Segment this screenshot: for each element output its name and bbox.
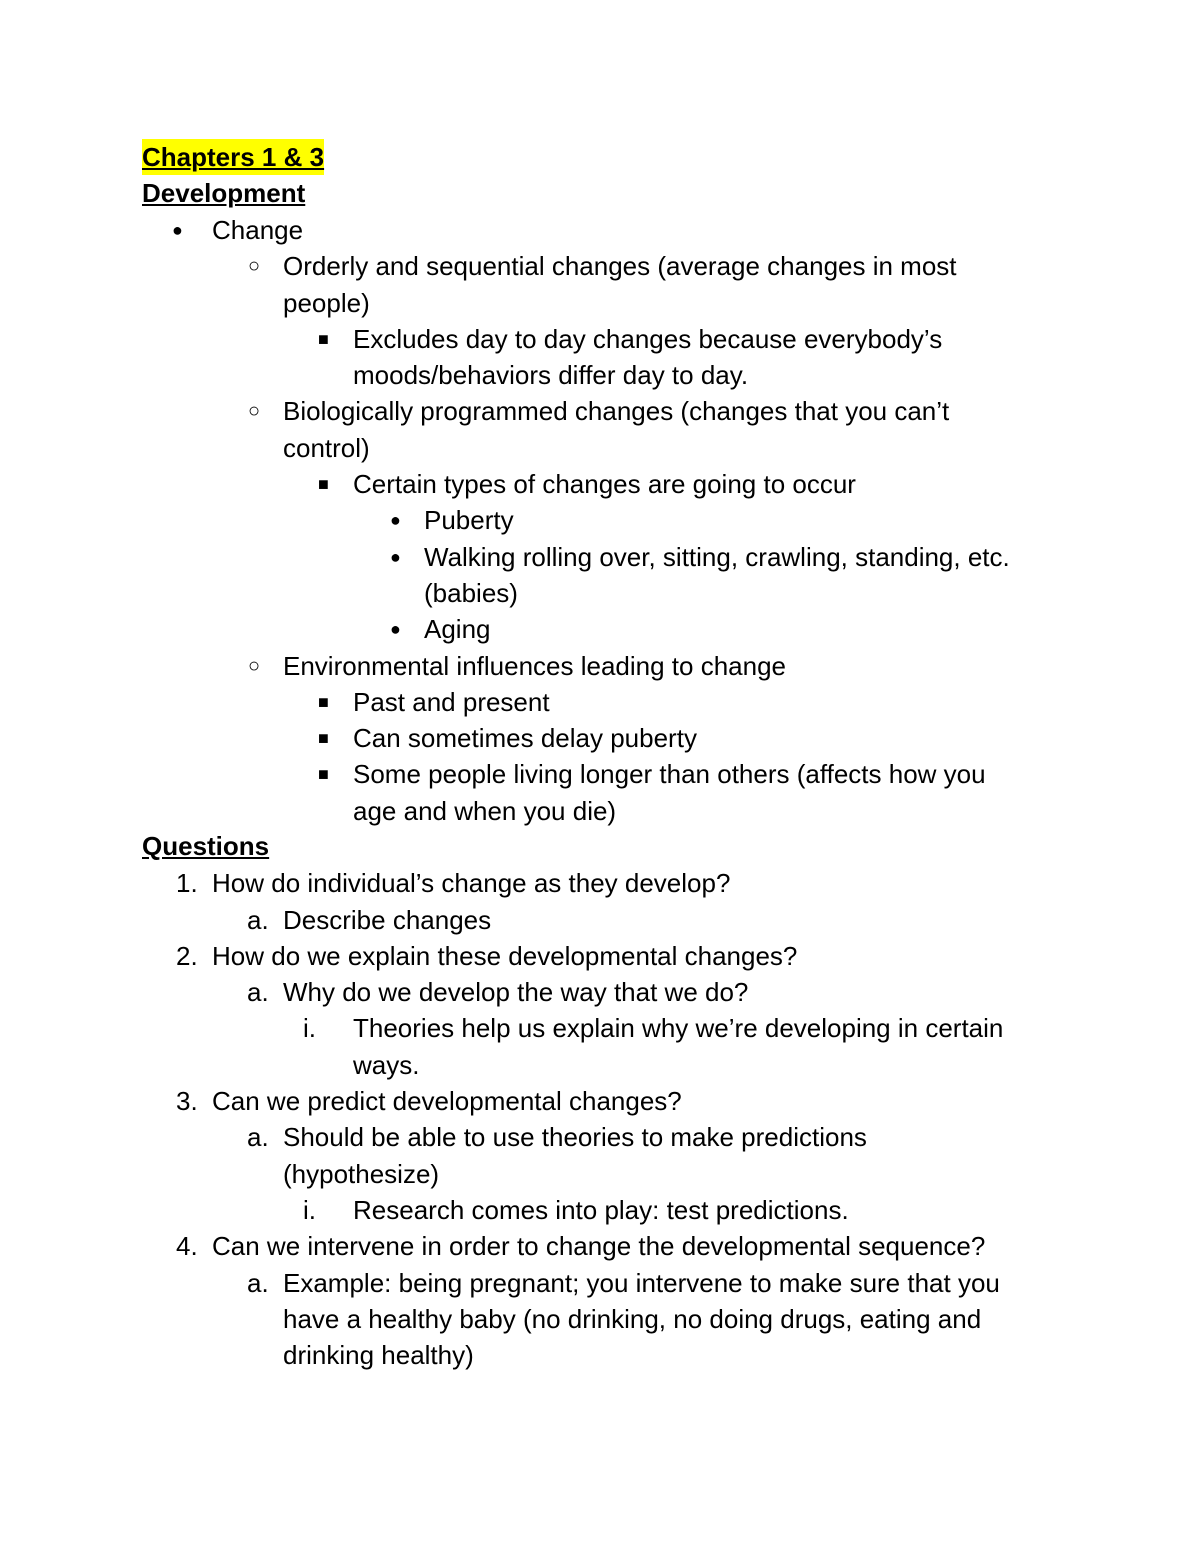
list-roman: i. [303,1013,316,1043]
list-item-text: Why do we develop the way that we do? [283,977,749,1007]
list-number: 2. [176,941,198,971]
bullet-square-icon: ■ [318,474,329,494]
list-item-text: Change [212,215,304,245]
list-item-text: Excludes day to day changes because everybody’s [353,324,943,354]
list-item-text: Past and present [353,687,550,717]
list-item-text: control) [283,433,370,463]
bullet-square-icon: ■ [318,728,329,748]
list-item-text: Should be able to use theories to make predictions [283,1122,867,1152]
bullet-dot-icon: ● [390,547,401,567]
list-roman: i. [303,1195,316,1225]
development-heading: Development [142,178,306,208]
list-item-text: ways. [353,1050,420,1080]
list-item-text: Some people living longer than others (affects how you [353,759,986,789]
bullet-dot-icon: ● [172,220,183,240]
list-item-text: Aging [424,614,491,644]
bullet-circle-icon: ○ [248,655,261,677]
list-letter: a. [247,1122,269,1152]
list-letter: a. [247,977,269,1007]
list-item-text: Orderly and sequential changes (average changes in most [283,251,957,281]
questions-heading: Questions [142,831,270,861]
list-item-text: Biologically programmed changes (changes that you can’t [283,396,950,426]
list-item-text: drinking healthy) [283,1340,474,1370]
list-letter: a. [247,905,269,935]
list-item-text: Describe changes [283,905,492,935]
bullet-square-icon: ■ [318,329,329,349]
list-item-text: (hypothesize) [283,1159,440,1189]
list-item-text: moods/behaviors differ day to day. [353,360,749,390]
list-item-text: Research comes into play: test predictions. [353,1195,849,1225]
list-number: 3. [176,1086,198,1116]
list-item-text: Can we intervene in order to change the developmental sequence? [212,1231,986,1261]
list-item-text: Puberty [424,505,514,535]
bullet-dot-icon: ● [390,619,401,639]
list-number: 4. [176,1231,198,1261]
list-item-text: (babies) [424,578,518,608]
list-item-text: Walking rolling over, sitting, crawling, standing, etc. [424,542,1010,572]
list-item-text: How do individual’s change as they develop? [212,868,731,898]
bullet-circle-icon: ○ [248,255,261,277]
list-item-text: Example: being pregnant; you intervene to make sure that you [283,1268,1000,1298]
list-item-text: Can we predict developmental changes? [212,1086,682,1116]
bullet-square-icon: ■ [318,764,329,784]
list-item-text: people) [283,288,370,318]
list-letter: a. [247,1268,269,1298]
bullet-circle-icon: ○ [248,400,261,422]
list-item-text: Environmental influences leading to change [283,651,787,681]
list-item-text: Certain types of changes are going to occur [353,469,856,499]
list-item-text: How do we explain these developmental changes? [212,941,798,971]
bullet-dot-icon: ● [390,510,401,530]
list-number: 1. [176,868,198,898]
page-title: Chapters 1 & 3 [142,139,324,175]
list-item-text: have a healthy baby (no drinking, no doing drugs, eating and [283,1304,982,1334]
list-item-text: age and when you die) [353,796,617,826]
list-item-text: Theories help us explain why we’re developing in certain [353,1013,1004,1043]
bullet-square-icon: ■ [318,692,329,712]
list-item-text: Can sometimes delay puberty [353,723,697,753]
